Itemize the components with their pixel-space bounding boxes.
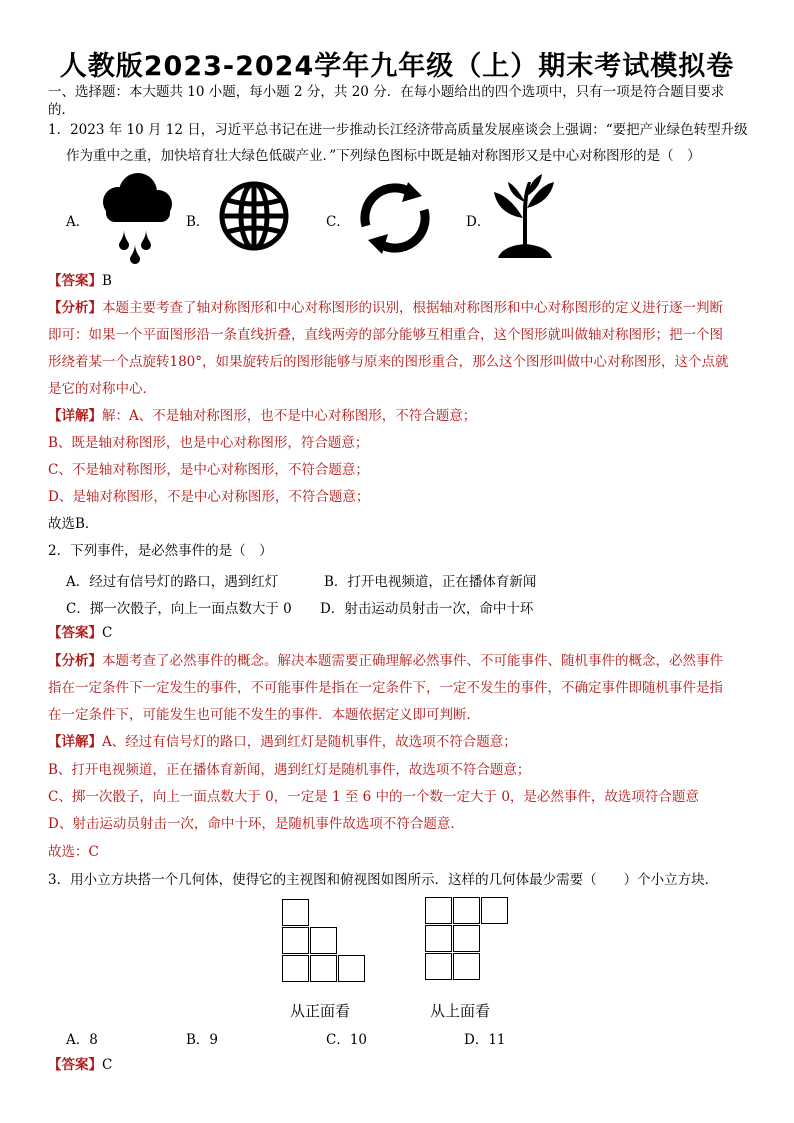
q2-option-b: B．打开电视频道，正在播体育新闻: [324, 574, 537, 590]
globe-icon: [218, 180, 290, 256]
q2-detail-line: B、打开电视频道，正在播体育新闻，遇到红灯是随机事件，故选项不符合题意；: [48, 762, 531, 778]
q2-analysis-cont: 在一定条件下，可能发生也可能不发生的事件．本题依据定义即可判断．: [48, 707, 480, 723]
answer-value: C: [102, 625, 113, 641]
q3-option-d: D．11: [464, 1032, 506, 1048]
answer-value: C: [102, 1057, 113, 1073]
grid-cell: [425, 897, 452, 924]
q1-analysis-cont: 即可：如果一个平面图形沿一条直线折叠，直线两旁的部分能够互相重合，这个图形就叫做轴对称图形；把一个图: [48, 327, 723, 343]
q3-option-c: C．10: [326, 1032, 368, 1048]
grid-cell: [425, 953, 452, 980]
q1-option-c-label: C．: [326, 214, 350, 230]
section-instructions: 一、选择题：本大题共 10 小题，每小题 2 分，共 20 分．在每小题给出的四个选项中，只有一项是符合题目要求: [48, 84, 725, 100]
detail-text: A、经过有信号灯的路口，遇到红灯是随机事件，故选项不符合题意；: [102, 734, 517, 750]
q2-detail: [48, 733, 748, 751]
grid-cell: [481, 897, 508, 924]
q2-option-c: C．掷一次骰子，向上一面点数大于 0: [66, 601, 292, 617]
q1-option-b-label: B．: [186, 214, 210, 230]
q1-conclusion: 故选B．: [48, 516, 99, 532]
grid-cell: [338, 955, 365, 982]
q2-option-a: A．经过有信号灯的路口，遇到红灯: [66, 574, 279, 590]
cloud-rain-icon: [96, 172, 178, 268]
q2-answer: [48, 624, 748, 642]
front-view-figure: [282, 899, 366, 985]
detail-tag: 【详解】: [48, 408, 102, 424]
page-title: 人教版2023-2024学年九年级（上）期末考试模拟卷: [59, 51, 735, 82]
analysis-text: 本题考查了必然事件的概念。解决本题需要正确理解必然事件、不可能事件、随机事件的概念，必然事件: [102, 653, 723, 669]
analysis-tag: 【分析】: [48, 653, 102, 669]
top-view-figure: [425, 897, 511, 981]
q1-answer: [48, 272, 748, 290]
detail-tag: 【详解】: [48, 734, 102, 750]
q2-conclusion: 故选：C: [48, 844, 99, 860]
grid-cell: [310, 955, 337, 982]
sprout-icon: [490, 172, 560, 262]
analysis-text: 本题主要考查了轴对称图形和中心对称图形的识别，根据轴对称图形和中心对称图形的定义进行逐一判断: [102, 300, 723, 316]
q2-stem: 2．下列事件，是必然事件的是（ ）: [48, 543, 273, 559]
q1-detail-line: D、是轴对称图形，不是中心对称图形，不符合题意；: [48, 489, 370, 505]
grid-cell: [425, 925, 452, 952]
grid-cell: [453, 897, 480, 924]
q3-option-b: B．9: [186, 1032, 219, 1048]
grid-cell: [453, 925, 480, 952]
front-view-caption: 从正面看: [290, 1002, 351, 1020]
q1-analysis: [48, 299, 748, 317]
grid-cell: [282, 927, 309, 954]
grid-cell: [310, 927, 337, 954]
grid-cell: [282, 899, 309, 926]
answer-tag: 【答案】: [48, 273, 102, 289]
q3-option-a: A．8: [66, 1032, 98, 1048]
q2-analysis: [48, 652, 748, 670]
answer-tag: 【答案】: [48, 625, 102, 641]
q1-stem: 1．2023 年 10 月 12 日，习近平总书记在进一步推动长江经济带高质量发展座谈会上强调：“要把产业绿色转型升级: [48, 122, 748, 138]
q2-option-d: D．射击运动员射击一次，命中十环: [320, 601, 534, 617]
grid-cell: [282, 955, 309, 982]
q1-stem-cont: 作为重中之重，加快培育壮大绿色低碳产业．”下列绿色图标中既是轴对称图形又是中心对称图形的是（ ）: [66, 148, 701, 164]
q1-option-d-label: D．: [466, 214, 491, 230]
q1-analysis-cont: 形绕着某一个点旋转180°，如果旋转后的图形能够与原来的图形重合，那么这个图形叫做中心对称图形，这个点就: [48, 354, 729, 370]
q2-detail-line: D、射击运动员射击一次，命中十环，是随机事件故选项不符合题意．: [48, 816, 464, 832]
q1-detail-line: C、不是轴对称图形，是中心对称图形，不符合题意；: [48, 462, 369, 478]
section-instructions-cont: 的．: [48, 102, 75, 118]
recycle-arrows-icon: [352, 180, 438, 260]
q1-option-a-label: A．: [66, 214, 90, 230]
answer-tag: 【答案】: [48, 1057, 102, 1073]
top-view-caption: 从上面看: [430, 1002, 491, 1020]
q1-detail: [48, 407, 748, 425]
answer-value: B: [102, 273, 112, 289]
q2-analysis-cont: 指在一定条件下一定发生的事件，不可能事件是指在一定条件下，一定不发生的事件，不确定事件即随机事件是指: [48, 680, 723, 696]
detail-text: 解：A、不是轴对称图形，也不是中心对称图形，不符合题意；: [102, 408, 477, 424]
grid-cell: [453, 953, 480, 980]
analysis-tag: 【分析】: [48, 300, 102, 316]
q2-detail-line: C、掷一次骰子，向上一面点数大于 0，一定是 1 至 6 中的一个数一定大于 0，是必然事件，故选项符合题意: [48, 789, 699, 805]
q1-detail-line: B、既是轴对称图形，也是中心对称图形，符合题意；: [48, 435, 369, 451]
q1-analysis-cont: 是它的对称中心．: [48, 381, 156, 397]
q3-stem: 3．用小立方块搭一个几何体，使得它的主视图和俯视图如图所示．这样的几何体最少需要（ ）个小立方块．: [48, 872, 719, 888]
q3-answer: [48, 1056, 748, 1074]
